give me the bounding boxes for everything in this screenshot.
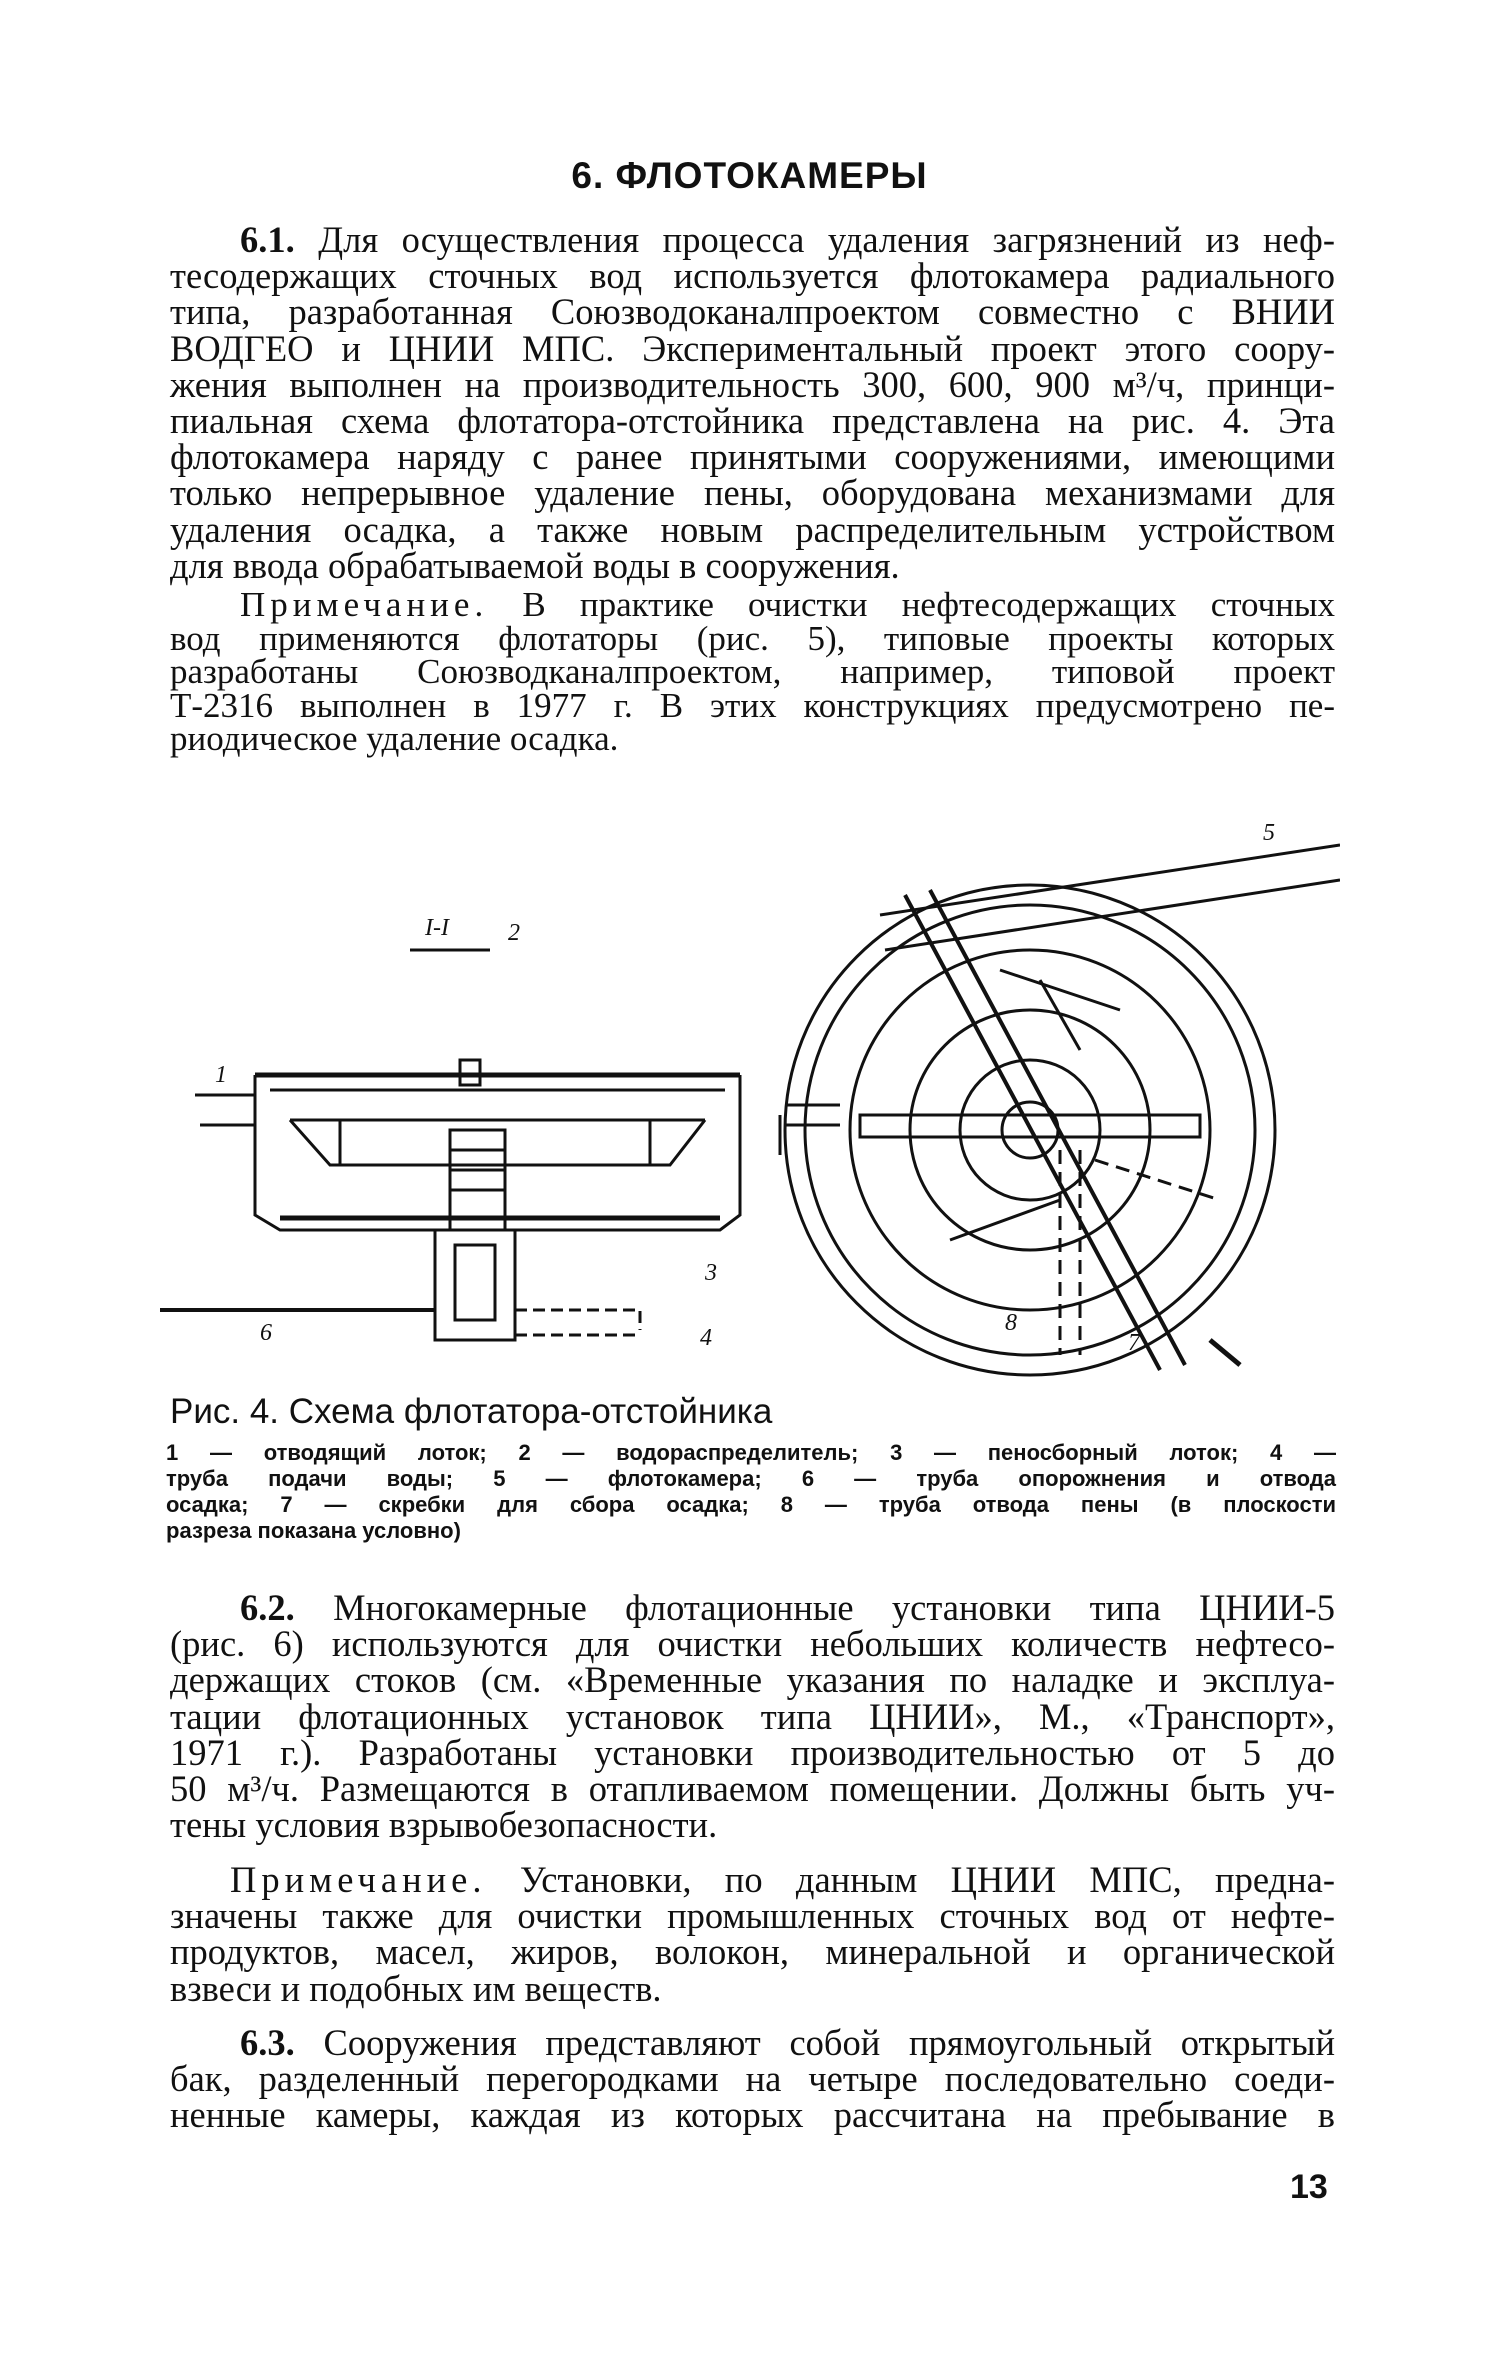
paragraph-line: 6.3. Сооружения представляют собой прямоугольный открытый [240,2022,1336,2063]
paragraph-line: 50 м³/ч. Размещаются в отапливаемом помещении. Должны быть уч- [170,1768,1335,1810]
label-1: 1 [215,1062,227,1088]
paragraph-6-2 [170,1587,1335,1846]
paragraph-line: (рис. 6) используются для очистки небольших количеств нефтесо- [170,1623,1335,1665]
note-1 [170,585,1336,759]
label-7: 7 [1128,1330,1140,1356]
section-label: I-I [425,915,449,941]
note-2 [170,1859,1336,2009]
paragraph-line: тации флотационных установок типа ЦНИИ», М., «Транспорт», [170,1695,1335,1737]
sump-inner [455,1245,495,1320]
page-number: 13 [1290,2168,1328,2206]
paragraph-line: для ввода обрабатываемой воды в сооружения. [170,544,900,586]
foam-pipe [885,880,1340,950]
distributor-cone [290,1120,705,1165]
legend-line: 1 — отводящий лоток; 2 — водораспределитель; 3 — пеносборный лоток; 4 — [166,1440,1336,1465]
flotator-diagram [160,820,1340,1380]
paragraph-line: 1971 г.). Разработаны установки производительностью от 5 до [170,1731,1335,1773]
paragraph-line: пиальная схема флотатора-отстойника представлена на рис. 4. Эта [170,400,1335,442]
legend-line: осадка; 7 — скребки для сбора осадка; 8 — труба отвода пены (в плоскости [166,1492,1336,1517]
figure-caption-title: Рис. 4. Схема флотатора-отстойника [170,1392,773,1431]
paragraph-line: Примечание. В практике очистки нефтесодержащих сточных [240,585,1336,624]
diagonal-bridge [930,890,1185,1365]
paragraph-line: взвеси и подобных им веществ. [170,1967,662,2009]
paragraph-6-1 [170,219,1335,586]
paragraph-line: Примечание. Установки, по данным ЦНИИ МПС, предна- [230,1859,1336,1900]
paragraph-line: жения выполнен на производительность 300, 600, 900 м³/ч, принци- [170,363,1335,405]
paragraph-line: продуктов, масел, жиров, волокон, минеральной и органической [170,1931,1335,1973]
figure-legend [166,1440,1336,1544]
inlet-pipe-dashed [515,1310,640,1330]
legend-line: труба подачи воды; 5 — флотокамера; 6 — труба опорожнения и отвода [166,1466,1336,1491]
hidden-pipe [1095,1160,1220,1200]
central-column [450,1130,505,1230]
label-8: 8 [1005,1310,1017,1336]
section-title: 6. ФЛОТОКАМЕРЫ [571,155,928,196]
label-3: 3 [705,1260,717,1286]
section-mark [1210,1340,1240,1365]
paragraph-line: типа, разработанная Союзводоканалпроектом совместно с ВНИИ [170,291,1335,333]
label-6: 6 [260,1320,272,1346]
paragraph-line: вод применяются флотаторы (рис. 5), типовые проекты которых [170,618,1335,658]
paragraph-line: флотокамера наряду с ранее принятыми сооружениями, имеющими [170,436,1335,478]
truss-member [950,1200,1060,1240]
label-4: 4 [700,1325,712,1351]
truss-member [1000,970,1120,1010]
paragraph-line: тены условия взрывобезопасности. [170,1804,718,1846]
paragraph-line: 6.1. Для осуществления процесса удаления загрязнений из неф- [240,219,1335,260]
paragraph-line: риодическое удаление осадка. [170,719,619,759]
label-2: 2 [508,920,520,946]
paragraph-line: только непрерывное удаление пены, оборудована механизмами для [170,472,1335,514]
paragraph-line: 6.2. Многокамерные флотационные установки типа ЦНИИ-5 [240,1587,1335,1628]
legend-line: разреза показана условно) [166,1518,461,1543]
tank-wall [255,1075,740,1230]
label-5: 5 [1263,820,1275,846]
paragraph-line: бак, разделенный перегородками на четыре последовательно соеди- [170,2058,1335,2100]
paragraph-line: Т-2316 выполнен в 1977 г. В этих конструкциях предусмотрено пе- [170,685,1335,725]
paragraph-line: разработаны Союзводканалпроектом, например, типовой проект [170,652,1335,692]
paragraph-line: ВОДГЕО и ЦНИИ МПС. Экспериментальный проект этого соору- [170,327,1335,369]
paragraph-line: держащих стоков (см. «Временные указания по наладке и эксплуа- [170,1659,1335,1701]
paragraph-line: тесодержащих сточных вод используется флотокамера радиального [170,255,1335,297]
diagonal-bridge [905,895,1160,1370]
paragraph-6-3 [170,2022,1336,2136]
foam-pipe [880,845,1340,915]
paragraph-line: значены также для очистки промышленных сточных вод от нефте- [170,1895,1335,1937]
paragraph-line: удаления осадка, а также новым распределительным устройством [170,508,1335,550]
paragraph-line: ненные камеры, каждая из которых рассчитана на пребывание в [170,2094,1335,2136]
